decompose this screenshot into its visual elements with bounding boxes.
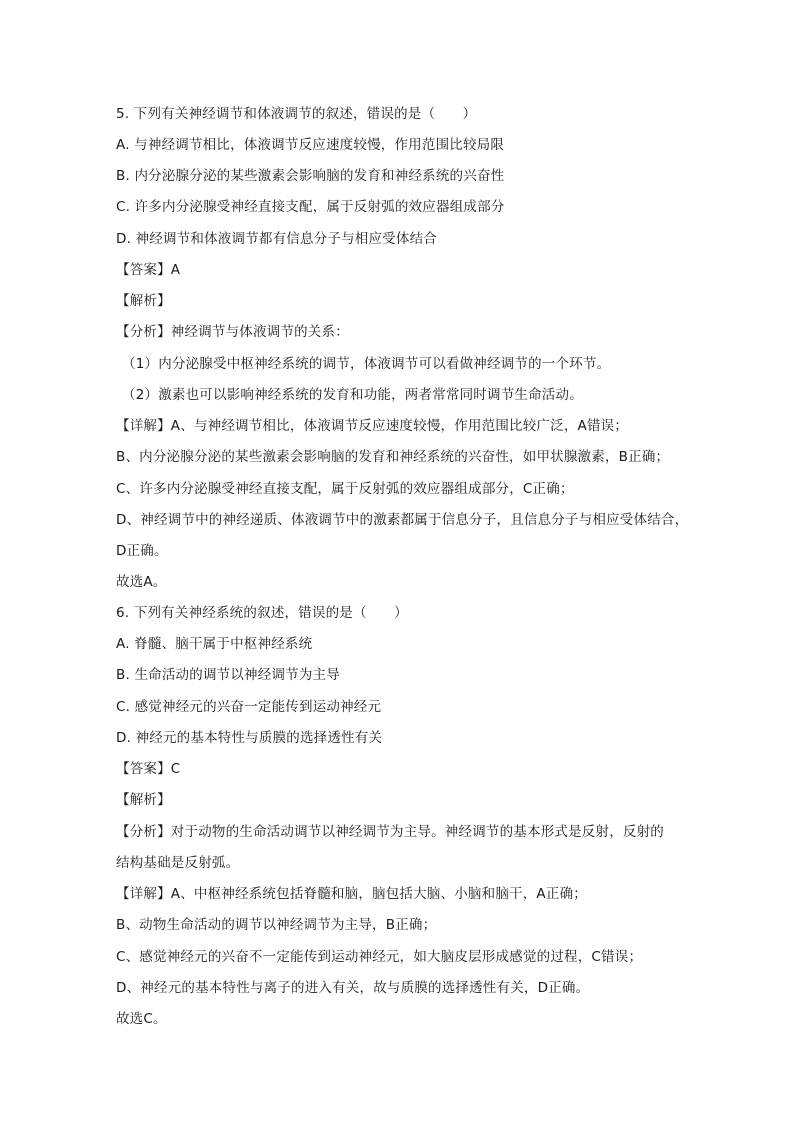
question-6-analysis-line: B、动物生命活动的调节以神经调节为主导，B正确；: [116, 917, 437, 933]
question-6-analysis-line: 【详解】A、中枢神经系统包括脊髓和脑，脑包括大脑、小脑和脑干，A正确；: [116, 886, 587, 902]
question-6-option-a: A. 脊髓、脑干属于中枢神经系统: [116, 636, 313, 652]
question-6-analysis-line: D、神经元的基本特性与离子的进入有关，故与质膜的选择透性有关，D正确。: [116, 980, 590, 996]
question-5-answer: 【答案】A: [116, 262, 181, 278]
question-5-conclusion: 故选A。: [116, 574, 167, 590]
question-5-option-b: B. 内分泌腺分泌的某些激素会影响脑的发育和神经系统的兴奋性: [116, 168, 505, 184]
question-5-analysis-line: 【分析】神经调节与体液调节的关系：: [116, 324, 349, 340]
question-5-analysis-line: D、神经调节中的神经递质、体液调节中的激素都属于信息分子，且信息分子与相应受体结合，: [116, 512, 689, 528]
question-5-analysis-line: （2）激素也可以影响神经系统的发育和功能，两者常常同时调节生命活动。: [122, 387, 583, 403]
question-6-analysis-line: C、感觉神经元的兴奋不一定能传到运动神经元，如大脑皮层形成感觉的过程，C错误；: [116, 949, 643, 965]
question-6-stem: 6. 下列有关神经系统的叙述，错误的是（ ）: [116, 605, 408, 621]
question-6-analysis-header: 【解析】: [116, 792, 171, 808]
question-6-option-c: C. 感觉神经元的兴奋一定能传到运动神经元: [116, 699, 382, 715]
question-5-analysis-line: D正确。: [116, 543, 168, 559]
question-6-conclusion: 故选C。: [116, 1011, 167, 1027]
question-6-analysis-line: 【分析】对于动物的生命活动调节以神经调节为主导。神经调节的基本形式是反射，反射的: [116, 824, 664, 840]
question-5-analysis-line: B、内分泌腺分泌的某些激素会影响脑的发育和神经系统的兴奋性，如甲状腺激素，B正确；: [116, 449, 670, 465]
question-5-option-a: A. 与神经调节相比，体液调节反应速度较慢，作用范围比较局限: [116, 137, 505, 153]
question-5-analysis-line: C、许多内分泌腺受神经直接支配，属于反射弧的效应器组成部分，C正确；: [116, 481, 574, 497]
question-6-analysis-line: 结构基础是反射弧。: [116, 855, 240, 871]
question-5-analysis-line: 【详解】A、与神经调节相比，体液调节反应速度较慢，作用范围比较广泛，A错误；: [116, 418, 629, 434]
question-5-stem: 5. 下列有关神经调节和体液调节的叙述，错误的是（ ）: [116, 106, 477, 122]
question-5-analysis-line: （1）内分泌腺受中枢神经系统的调节，体液调节可以看做神经调节的一个环节。: [122, 356, 611, 372]
question-6-option-b: B. 生命活动的调节以神经调节为主导: [116, 667, 340, 683]
question-5-option-d: D. 神经调节和体液调节都有信息分子与相应受体结合: [116, 231, 437, 247]
question-6-answer: 【答案】C: [116, 761, 181, 777]
question-5-analysis-header: 【解析】: [116, 293, 171, 309]
question-6-option-d: D. 神经元的基本特性与质膜的选择透性有关: [116, 730, 383, 746]
question-5-option-c: C. 许多内分泌腺受神经直接支配，属于反射弧的效应器组成部分: [116, 199, 505, 215]
